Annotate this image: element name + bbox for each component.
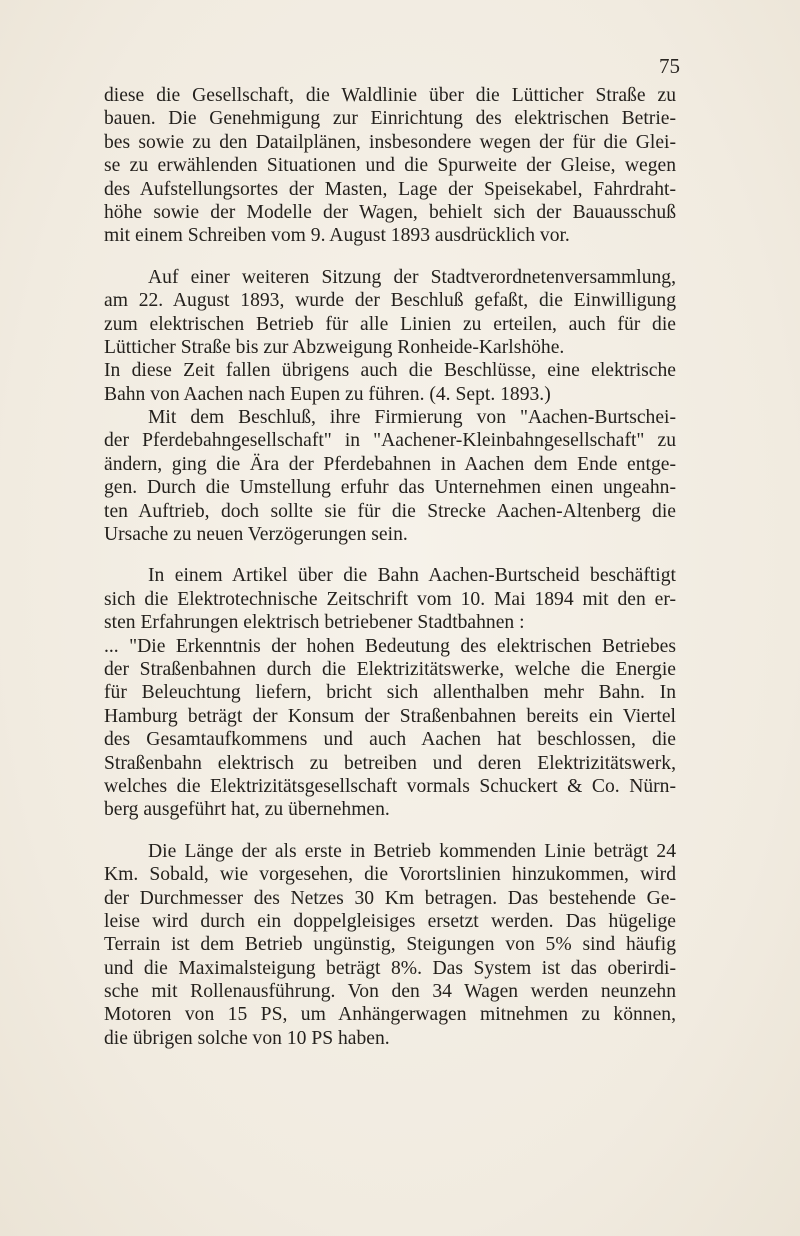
text-line: sten Erfahrungen elektrisch betriebener Stadtbahnen : [104, 612, 525, 634]
text-line: Lütticher Straße bis zur Abzweigung Ronheide-Karlshöhe. [104, 336, 565, 358]
text-line: Die Länge der als erste in Betrieb kommenden Linie beträgt 24 [148, 840, 676, 862]
text-line: ten Auftrieb, doch sollte sie für die Strecke Aachen-Altenberg die [104, 500, 676, 522]
text-line: Mit dem Beschluß, ihre Firmierung von "Aachen-Burtschei- [148, 407, 676, 429]
text-line: am 22. August 1893, wurde der Beschluß gefaßt, die Einwilligung [104, 290, 676, 312]
text-line: welches die Elektrizitätsgesellschaft vormals Schuckert & Co. Nürn- [104, 775, 676, 797]
text-line: ändern, ging die Ära der Pferdebahnen in Aachen dem Ende entge- [104, 453, 676, 475]
text-line: Terrain ist dem Betrieb ungünstig, Steigungen von 5% sind häufig [104, 934, 676, 956]
paragraph-spacer [104, 822, 676, 840]
text-line: der Durchmesser des Netzes 30 Km betragen. Das bestehende Ge- [104, 887, 676, 909]
text-line: Straßenbahn elektrisch zu betreiben und deren Elektrizitätswerk, [104, 752, 676, 774]
text-line: Ursache zu neuen Verzögerungen sein. [104, 524, 408, 546]
paragraph [104, 84, 676, 248]
text-line: se zu erwählenden Situationen und die Spurweite der Gleise, wegen [104, 155, 676, 177]
paragraph [104, 266, 676, 406]
paragraph-spacer [104, 546, 676, 564]
text-line: In diese Zeit fallen übrigens auch die Beschlüsse, eine elektrische [104, 360, 676, 382]
body-text [104, 84, 676, 1050]
paragraph [104, 840, 676, 1051]
text-line: leise wird durch ein doppelgleisiges ersetzt werden. Das hügelige [104, 910, 676, 932]
text-line: Km. Sobald, wie vorgesehen, die Vorortslinien hinzukommen, wird [104, 864, 676, 886]
paragraph-spacer [104, 248, 676, 266]
text-line: sich die Elektrotechnische Zeitschrift vom 10. Mai 1894 mit den er- [104, 588, 676, 610]
text-line: bes sowie zu den Datailplänen, insbesondere wegen der für die Glei- [104, 131, 676, 153]
text-line: Hamburg beträgt der Konsum der Straßenbahnen bereits ein Viertel [104, 705, 676, 727]
text-line: diese die Gesellschaft, die Waldlinie über die Lütticher Straße zu [104, 85, 676, 106]
text-line: gen. Durch die Umstellung erfuhr das Unternehmen einen ungeahn- [104, 477, 676, 499]
text-line: der Pferdebahngesellschaft" in "Aachener-Kleinbahngesellschaft" zu [104, 430, 676, 452]
text-line: zum elektrischen Betrieb für alle Linien zu erteilen, auch für die [104, 313, 676, 335]
text-line: des Gesamtaufkommens und auch Aachen hat beschlossen, die [104, 729, 676, 751]
text-line: des Aufstellungsortes der Masten, Lage der Speisekabel, Fahrdraht- [104, 178, 676, 200]
text-line: In einem Artikel über die Bahn Aachen-Burtscheid beschäftigt [148, 565, 676, 587]
paragraph [104, 406, 676, 546]
text-line: ... "Die Erkenntnis der hohen Bedeutung des elektrischen Betriebes [104, 635, 676, 657]
paragraph [104, 564, 676, 821]
text-line: Auf einer weiteren Sitzung der Stadtverordnetenversammlung, [148, 266, 676, 288]
text-line: Motoren von 15 PS, um Anhängerwagen mitnehmen zu können, [104, 1004, 676, 1026]
text-line: mit einem Schreiben vom 9. August 1893 ausdrücklich vor. [104, 225, 570, 247]
text-line: die übrigen solche von 10 PS haben. [104, 1027, 390, 1049]
text-line: berg ausgeführt hat, zu übernehmen. [104, 799, 390, 821]
text-line: höhe sowie der Modelle der Wagen, behielt sich der Bauausschuß [104, 201, 676, 223]
text-line: für Beleuchtung liefern, bricht sich allenthalben mehr Bahn. In [104, 682, 676, 704]
text-line: Bahn von Aachen nach Eupen zu führen. (4. Sept. 1893.) [104, 383, 551, 405]
text-line: der Straßenbahnen durch die Elektrizitätswerke, welche die Energie [104, 658, 676, 680]
page-number: 75 [659, 54, 680, 78]
text-line: sche mit Rollenausführung. Von den 34 Wagen werden neunzehn [104, 981, 676, 1003]
text-line: und die Maximalsteigung beträgt 8%. Das System ist das oberirdi- [104, 957, 676, 979]
text-line: bauen. Die Genehmigung zur Einrichtung des elektrischen Betrie- [104, 108, 676, 130]
